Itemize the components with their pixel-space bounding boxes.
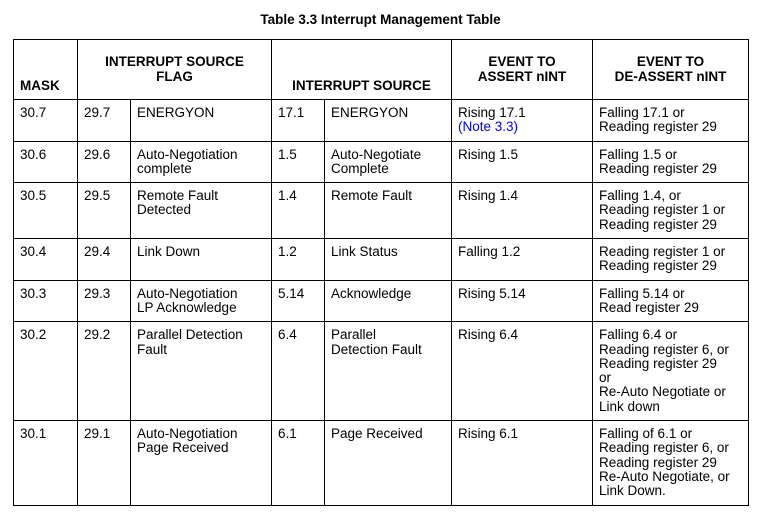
deassert-cell (593, 239, 749, 281)
source-name-cell-line: Page Received (331, 426, 423, 442)
assert-cell-line: Rising 1.4 (458, 188, 519, 204)
flag-bit-cell: 29.2 (78, 322, 131, 421)
deassert-cell-line: Link Down. (599, 483, 666, 499)
deassert-cell-line: Reading register 6, or (599, 341, 729, 357)
interrupt-management-table (13, 39, 749, 506)
source-name-cell-line: Detection Fault (331, 341, 422, 357)
deassert-cell-line: Falling 1.4, or (599, 188, 681, 204)
deassert-cell-line: Reading register 29 (599, 454, 717, 470)
source-bit-cell: 1.2 (272, 239, 325, 281)
mask-cell: 30.3 (14, 280, 78, 322)
header-event-to-deassert (593, 40, 749, 100)
flag-name-cell (131, 100, 272, 142)
source-bit-cell: 1.5 (272, 141, 325, 183)
flag-name-cell-line: complete (137, 160, 192, 176)
table-row (14, 421, 749, 505)
deassert-cell-line: Reading register 1 or (599, 244, 726, 260)
table-row (14, 141, 749, 183)
source-name-cell (325, 100, 452, 142)
assert-cell (452, 100, 593, 142)
flag-name-cell-line: Link Down (137, 244, 201, 260)
header-interrupt-source-flag (78, 40, 272, 100)
flag-name-cell (131, 141, 272, 183)
flag-name-cell (131, 183, 272, 239)
source-name-cell (325, 239, 452, 281)
deassert-cell (593, 141, 749, 183)
assert-cell (452, 322, 593, 421)
deassert-cell-line: Reading register 29 (599, 119, 717, 135)
header-assert-line: ASSERT nINT (477, 68, 567, 84)
source-name-cell (325, 141, 452, 183)
header-deassert-line: EVENT TO (636, 54, 705, 70)
source-bit-cell: 6.1 (272, 421, 325, 505)
mask-cell: 30.4 (14, 239, 78, 281)
deassert-cell (593, 100, 749, 142)
assert-cell-line: Rising 17.1 (458, 105, 526, 120)
table-caption: Table 3.3 Interrupt Management Table (260, 12, 501, 27)
source-name-cell-line: Complete (331, 160, 389, 176)
flag-bit-cell: 29.1 (78, 421, 131, 505)
assert-cell (452, 239, 593, 281)
table-row (14, 100, 749, 142)
header-event-to-assert (452, 40, 593, 100)
flag-name-cell (131, 421, 272, 505)
header-flag-line: FLAG (156, 68, 193, 84)
assert-cell-line: Rising 6.1 (458, 426, 519, 442)
source-bit-cell: 6.4 (272, 322, 325, 421)
mask-cell: 30.7 (14, 100, 78, 142)
source-name-cell (325, 421, 452, 505)
source-name-cell-line: Acknowledge (331, 285, 412, 301)
assert-cell (452, 183, 593, 239)
flag-name-cell (131, 322, 272, 421)
header-interrupt-source: INTERRUPT SOURCE (272, 40, 452, 100)
flag-name-cell-line: LP Acknowledge (137, 299, 237, 315)
deassert-cell (593, 183, 749, 239)
deassert-cell-line: Re-Auto Negotiate, or (599, 468, 730, 484)
deassert-cell-line: Read register 29 (599, 299, 699, 315)
deassert-cell-line: Reading register 6, or (599, 440, 729, 456)
source-name-cell-line: Link Status (331, 244, 398, 260)
source-name-cell-line: ENERGYON (331, 105, 409, 120)
note-link[interactable]: (Note 3.3) (458, 119, 519, 135)
assert-cell-line: Falling 1.2 (458, 244, 521, 260)
flag-bit-cell: 29.5 (78, 183, 131, 239)
flag-name-cell-line: Detected (137, 202, 192, 218)
table-row (14, 239, 749, 281)
deassert-cell-line: Reading register 29 (599, 355, 717, 371)
flag-name-cell-line: Remote Fault (137, 188, 219, 204)
flag-name-cell (131, 239, 272, 281)
source-bit-cell: 5.14 (272, 280, 325, 322)
deassert-cell-line: Falling 5.14 or (599, 285, 685, 301)
flag-name-cell-line: Auto-Negotiation (137, 146, 238, 162)
table-row (14, 183, 749, 239)
header-deassert-line: DE-ASSERT nINT (614, 68, 727, 84)
flag-name-cell-line: ENERGYON (137, 105, 215, 120)
header-flag-line: INTERRUPT SOURCE (105, 54, 244, 70)
mask-cell: 30.6 (14, 141, 78, 183)
mask-cell: 30.5 (14, 183, 78, 239)
deassert-cell-line: Reading register 29 (599, 258, 717, 274)
flag-name-cell (131, 280, 272, 322)
deassert-cell-line: Reading register 1 or (599, 202, 726, 218)
source-name-cell (325, 280, 452, 322)
assert-cell-line: Rising 5.14 (458, 285, 526, 301)
source-name-cell (325, 183, 452, 239)
header-row (14, 40, 749, 100)
table-body (14, 100, 749, 506)
assert-cell (452, 421, 593, 505)
assert-cell (452, 141, 593, 183)
flag-name-cell-line: Fault (137, 341, 168, 357)
deassert-cell-line: Falling 1.5 or (599, 146, 678, 162)
table-row (14, 280, 749, 322)
header-mask: MASK (14, 40, 78, 100)
flag-name-cell-line: Auto-Negotiation (137, 426, 238, 442)
flag-bit-cell: 29.4 (78, 239, 131, 281)
deassert-cell-line: Reading register 29 (599, 216, 717, 232)
flag-bit-cell: 29.3 (78, 280, 131, 322)
flag-name-cell-line: Parallel Detection (137, 327, 243, 343)
flag-name-cell-line: Page Received (137, 440, 229, 456)
mask-cell: 30.1 (14, 421, 78, 505)
flag-bit-cell: 29.7 (78, 100, 131, 142)
deassert-cell-line: Falling of 6.1 or (599, 426, 693, 442)
assert-cell-line: Rising 6.4 (458, 327, 519, 343)
source-bit-cell: 1.4 (272, 183, 325, 239)
deassert-cell-line: Link down (599, 398, 660, 414)
deassert-cell-line: or (599, 370, 612, 386)
source-bit-cell: 17.1 (272, 100, 325, 142)
source-name-cell-line: Remote Fault (331, 188, 413, 204)
deassert-cell-line: Re-Auto Negotiate or (599, 384, 726, 400)
mask-cell: 30.2 (14, 322, 78, 421)
deassert-cell-line: Falling 17.1 or (599, 105, 685, 120)
flag-bit-cell: 29.6 (78, 141, 131, 183)
source-name-cell (325, 322, 452, 421)
deassert-cell-line: Falling 6.4 or (599, 327, 678, 343)
assert-cell-line: Rising 1.5 (458, 146, 519, 162)
source-name-cell-line: Parallel (331, 327, 377, 343)
deassert-cell (593, 280, 749, 322)
flag-name-cell-line: Auto-Negotiation (137, 285, 238, 301)
assert-cell (452, 280, 593, 322)
deassert-cell-line: Reading register 29 (599, 160, 717, 176)
deassert-cell (593, 322, 749, 421)
header-assert-line: EVENT TO (488, 54, 556, 70)
source-name-cell-line: Auto-Negotiate (331, 146, 422, 162)
deassert-cell (593, 421, 749, 505)
table-row (14, 322, 749, 421)
